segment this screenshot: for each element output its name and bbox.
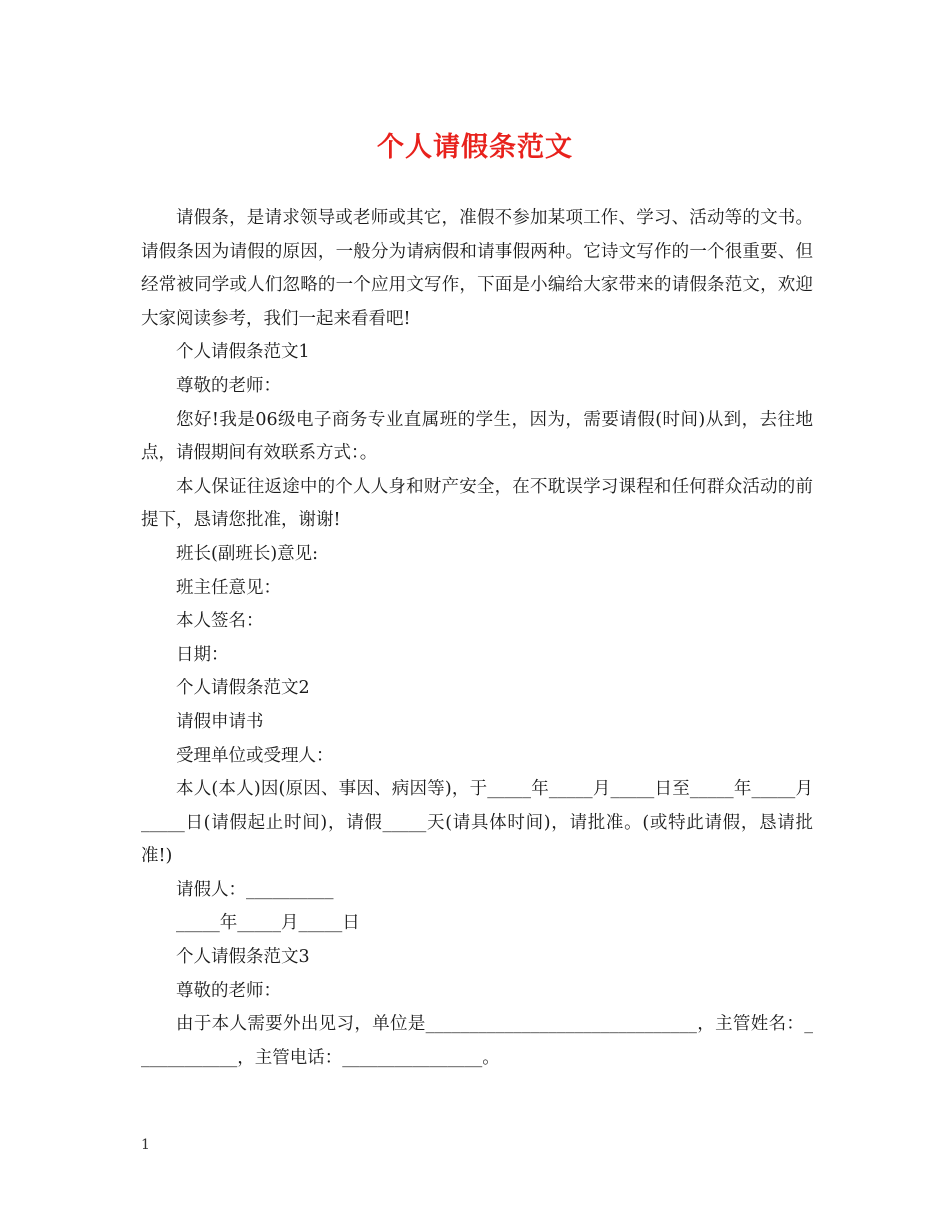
- section-heading-1: 个人请假条范文1: [176, 342, 310, 363]
- monitor-opinion-line: 班长(副班长)意见:: [176, 543, 319, 564]
- body-paragraph: 由于本人需要外出见习，单位是_______________________________，主管姓名：____________，主管电话：________________。: [141, 1014, 813, 1068]
- date-line: 日期：: [176, 644, 229, 665]
- intro-paragraph: 请假条，是请求领导或老师或其它，准假不参加某项工作、学习、活动等的文书。请假条因为请假的原因，一般分为请病假和请事假两种。它诗文写作的一个很重要、但经常被同学或人们忽略的一个应用文写作，下面是小编给大家带来的请假条范文，欢迎大家阅读参考，我们一起来看看吧!: [141, 208, 813, 329]
- salutation: 尊敬的老师：: [176, 375, 281, 396]
- document-title: 个人请假条范文: [377, 132, 573, 163]
- recipient-line: 受理单位或受理人：: [176, 745, 334, 766]
- signature-line: 本人签名：: [176, 611, 264, 632]
- form-title: 请假申请书: [176, 711, 264, 732]
- page-number: 1: [141, 1137, 150, 1153]
- section-heading-3: 个人请假条范文3: [176, 947, 310, 968]
- body-paragraph: 本人保证往返途中的个人人身和财产安全，在不耽误学习课程和任何群众活动的前提下，恳请您批准，谢谢!: [141, 476, 813, 531]
- section-heading-2: 个人请假条范文2: [176, 678, 310, 699]
- applicant-line: 请假人：__________: [176, 879, 334, 900]
- body-paragraph: 本人(本人)因(原因、事因、病因等)，于_____年_____月_____日至_____年_____月_____日(请假起止时间)，请假_____天(请具体时间)，请批准。(或特此请假，恳请批准!): [141, 779, 813, 867]
- salutation: 尊敬的老师：: [176, 980, 281, 1001]
- date-blank-line: _____年_____月_____日: [176, 913, 360, 934]
- body-paragraph: 您好!我是06级电子商务专业直属班的学生，因为，需要请假(时间)从到，去往地点，请假期间有效联系方式：。: [141, 409, 813, 464]
- document-body: [141, 202, 813, 1075]
- teacher-opinion-line: 班主任意见：: [176, 577, 281, 598]
